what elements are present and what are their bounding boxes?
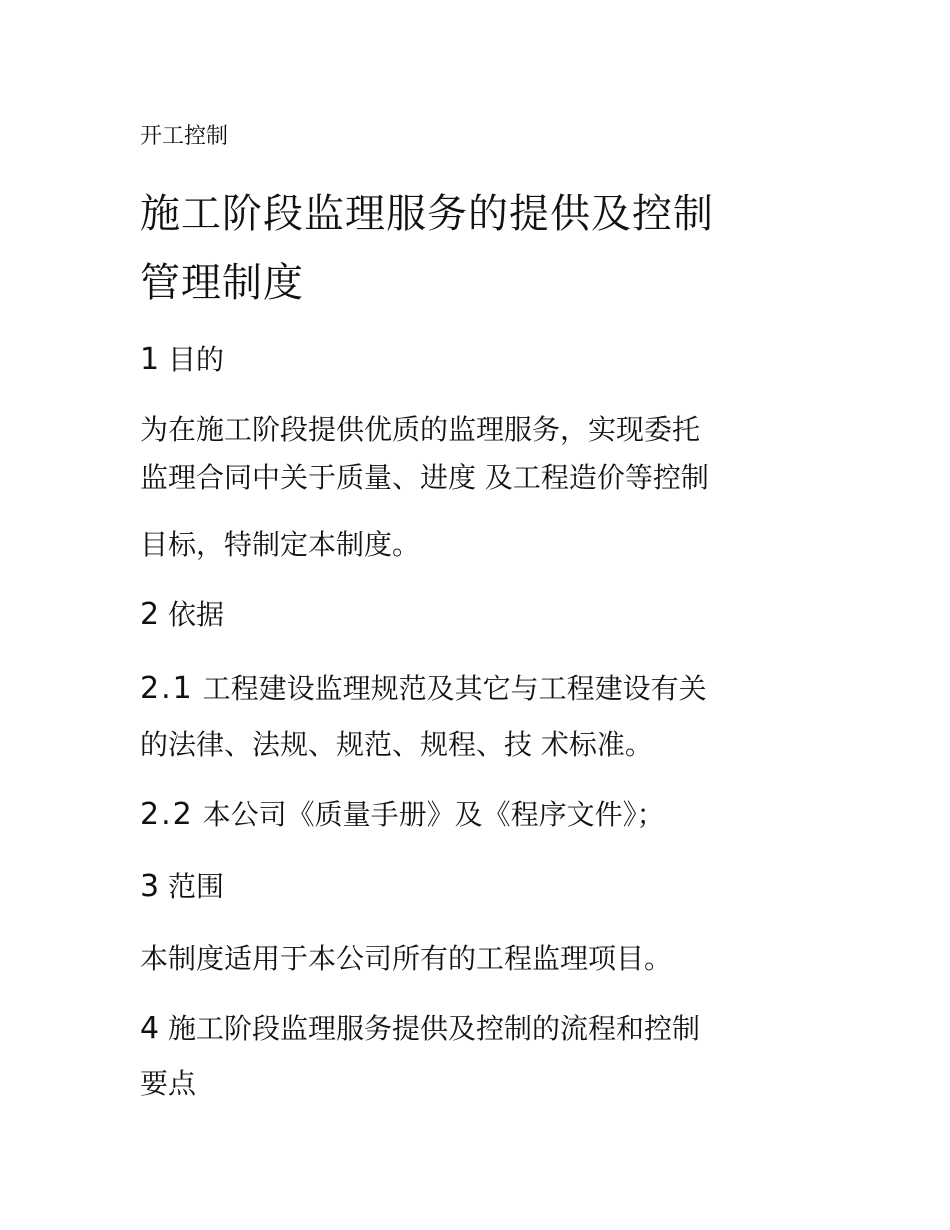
section-1-body-line-2: 监理合同中关于质量、进度 及工程造价等控制 — [140, 461, 709, 494]
section-1-body-line-1: 为在施工阶段提供优质的监理服务，实现委托 — [140, 413, 701, 446]
clause-2-2 — [140, 797, 665, 833]
section-number: 4 — [140, 1011, 160, 1046]
document-header: 开工控制 — [140, 124, 229, 149]
clause-number: 2.1 — [140, 671, 194, 706]
section-number: 1 — [140, 342, 160, 377]
clause-2-1-line-2: 的法律、法规、规范、规程、技 术标准。 — [140, 728, 653, 761]
section-3-heading — [140, 869, 224, 905]
section-1-body-line-3: 目标，特制定本制度。 — [140, 528, 421, 561]
section-title: 依据 — [168, 598, 225, 631]
section-number: 2 — [140, 597, 160, 632]
section-2-heading — [140, 597, 224, 633]
section-title: 目的 — [168, 343, 225, 376]
clause-number: 2.2 — [140, 797, 194, 832]
section-4-heading-line-1 — [140, 1011, 700, 1047]
document-title-line-1: 施工阶段监理服务的提供及控制 — [140, 191, 714, 237]
section-1-heading — [140, 342, 224, 378]
document-title-line-2: 管理制度 — [140, 260, 304, 306]
section-title: 施工阶段监理服务提供及控制的流程和控制 — [168, 1012, 701, 1045]
section-title: 范围 — [168, 870, 225, 903]
clause-text: 工程建设监理规范及其它与工程建设有关 — [202, 672, 707, 705]
clause-text: 本公司《质量手册》及《程序文件》； — [202, 798, 665, 831]
clause-2-1-line-1 — [140, 671, 707, 707]
section-number: 3 — [140, 869, 160, 904]
section-3-body: 本制度适用于本公司所有的工程监理项目。 — [140, 942, 673, 975]
section-4-heading-line-2: 要点 — [140, 1067, 197, 1100]
